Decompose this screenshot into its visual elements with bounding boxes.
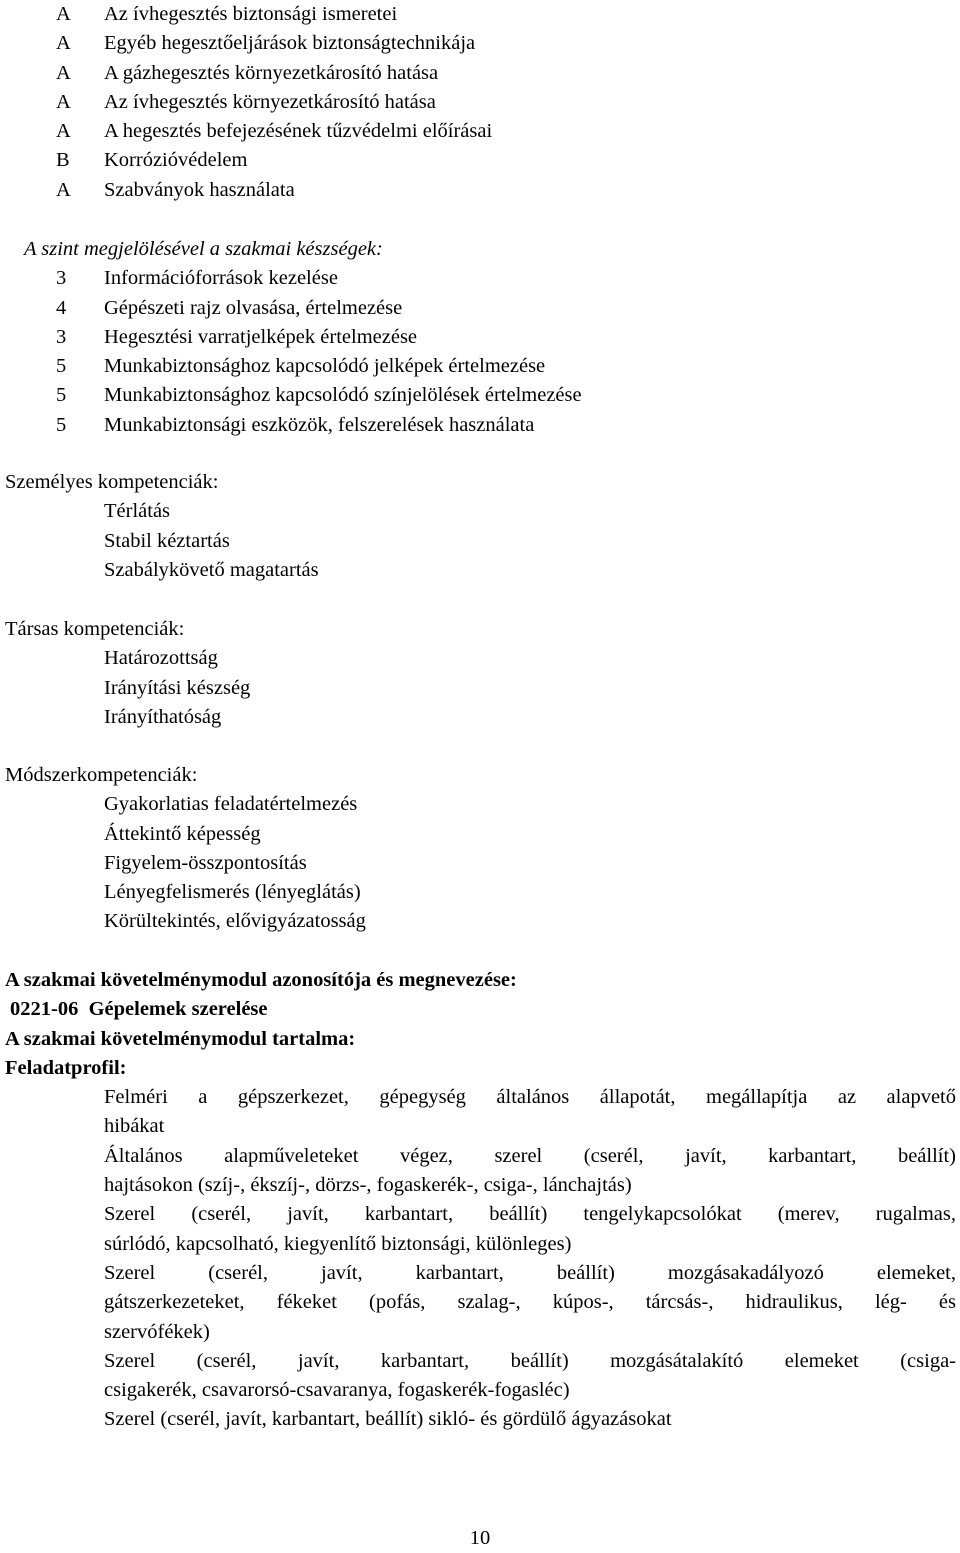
task-line bbox=[0, 1200, 960, 1229]
list-item bbox=[0, 790, 960, 819]
level-code: A bbox=[56, 32, 71, 55]
module-section bbox=[0, 966, 960, 1435]
task-profile-heading: Feladatprofil: bbox=[5, 1056, 127, 1079]
task-line bbox=[0, 1171, 960, 1200]
skills-heading: A szint megjelölésével a szakmai készségek: bbox=[24, 238, 383, 260]
level-code: 4 bbox=[56, 296, 67, 319]
level-code: A bbox=[56, 90, 71, 113]
list-item bbox=[0, 703, 960, 732]
list-item bbox=[0, 294, 960, 323]
task-text: szervófékek) bbox=[104, 1320, 210, 1343]
list-item bbox=[0, 146, 960, 175]
task-line bbox=[0, 1405, 960, 1434]
item-text: Stabil kéztartás bbox=[104, 529, 230, 552]
level-code: A bbox=[56, 3, 71, 25]
method-competences bbox=[0, 761, 960, 937]
item-text: Figyelem-összpontosítás bbox=[104, 851, 307, 874]
list-item bbox=[0, 820, 960, 849]
item-text: Munkabiztonsági eszközök, felszerelések használata bbox=[104, 413, 535, 436]
list-item bbox=[0, 878, 960, 907]
module-content-heading: A szakmai követelménymodul tartalma: bbox=[5, 1027, 356, 1050]
list-item bbox=[0, 497, 960, 526]
page-number: 10 bbox=[469, 1527, 491, 1549]
level-code: 5 bbox=[56, 413, 67, 436]
module-id-heading: A szakmai követelménymodul azonosítója és megnevezése: bbox=[5, 969, 517, 991]
list-item bbox=[0, 849, 960, 878]
item-text: Körültekintés, elővigyázatosság bbox=[104, 910, 366, 933]
item-text: Egyéb hegesztőeljárások biztonságtechnikája bbox=[104, 32, 476, 55]
task-text: Szerel (cserél, javít, karbantart, beállít) mozgásátalakító elemeket (csiga- bbox=[104, 1349, 956, 1372]
list-item bbox=[0, 59, 960, 88]
task-line bbox=[0, 1142, 960, 1171]
item-text: Térlátás bbox=[104, 500, 171, 523]
module-id-value: 0221-06 Gépelemek szerelése bbox=[10, 998, 268, 1021]
item-text: Irányítási készség bbox=[104, 676, 251, 699]
list-item bbox=[0, 323, 960, 352]
list-item bbox=[0, 527, 960, 556]
list-item bbox=[0, 264, 960, 293]
list-item bbox=[0, 556, 960, 585]
list-item bbox=[0, 411, 960, 440]
task-line bbox=[0, 1230, 960, 1259]
level-code: 3 bbox=[56, 325, 67, 348]
item-text: Munkabiztonsághoz kapcsolódó színjelölések értelmezése bbox=[104, 384, 582, 407]
item-text: Munkabiztonsághoz kapcsolódó jelképek értelmezése bbox=[104, 355, 546, 378]
task-line bbox=[0, 1347, 960, 1376]
personal-competences bbox=[0, 468, 960, 585]
level-code: 5 bbox=[56, 355, 67, 378]
section-heading-row bbox=[0, 235, 960, 264]
task-text: Szerel (cserél, javít, karbantart, beállít) mozgásakadályozó elemeket, bbox=[104, 1261, 956, 1284]
item-text: Gépészeti rajz olvasása, értelmezése bbox=[104, 296, 403, 319]
task-line bbox=[0, 1376, 960, 1405]
personal-heading: Személyes kompetenciák: bbox=[5, 471, 219, 493]
social-competences bbox=[0, 615, 960, 732]
level-code: B bbox=[56, 149, 70, 172]
level-code: A bbox=[56, 61, 71, 84]
item-text: Korrózióvédelem bbox=[104, 149, 248, 172]
list-item bbox=[0, 644, 960, 673]
item-text: Szabványok használata bbox=[104, 178, 295, 201]
list-item bbox=[0, 117, 960, 146]
task-text: hajtásokon (szíj-, ékszíj-, dörzs-, fogaskerék-, csiga-, lánchajtás) bbox=[104, 1174, 632, 1197]
social-heading: Társas kompetenciák: bbox=[5, 618, 185, 640]
task-line bbox=[0, 1112, 960, 1141]
item-text: A gázhegesztés környezetkárosító hatása bbox=[104, 61, 439, 84]
level-code: 3 bbox=[56, 267, 67, 290]
task-text: súrlódó, kapcsolható, kiegyenlítő biztonsági, különleges) bbox=[104, 1232, 572, 1255]
level-code: A bbox=[56, 178, 71, 201]
list-item bbox=[0, 0, 960, 29]
list-item bbox=[0, 176, 960, 205]
item-text: A hegesztés befejezésének tűzvédelmi előírásai bbox=[104, 120, 493, 143]
task-text: gátszerkezeteket, fékeket (pofás, szalag-, kúpos-, tárcsás-, hidraulikus, lég- és bbox=[104, 1291, 956, 1314]
task-text: Szerel (cserél, javít, karbantart, beállít) tengelykapcsolókat (merev, rugalmas, bbox=[104, 1203, 956, 1226]
item-text: Információforrások kezelése bbox=[104, 267, 338, 290]
task-line bbox=[0, 1318, 960, 1347]
task-text: Szerel (cserél, javít, karbantart, beállít) sikló- és gördülő ágyazásokat bbox=[104, 1408, 672, 1431]
item-text: Az ívhegesztés biztonsági ismeretei bbox=[104, 3, 398, 25]
list-item bbox=[0, 29, 960, 58]
task-line bbox=[0, 1288, 960, 1317]
task-text: Felméri a gépszerkezet, gépegység általános állapotát, megállapítja az alapvető bbox=[104, 1086, 956, 1109]
list-item bbox=[0, 907, 960, 936]
list-item bbox=[0, 352, 960, 381]
item-text: Irányíthatóság bbox=[104, 705, 222, 728]
item-text: Határozottság bbox=[104, 647, 218, 670]
task-line bbox=[0, 1083, 960, 1112]
task-text: hibákat bbox=[104, 1115, 165, 1138]
level-code: 5 bbox=[56, 384, 67, 407]
item-text: Áttekintő képesség bbox=[104, 822, 261, 845]
method-heading: Módszerkompetenciák: bbox=[5, 764, 198, 786]
level-code: A bbox=[56, 120, 71, 143]
task-text: Általános alapműveleteket végez, szerel (cserél, javít, karbantart, beállít) bbox=[104, 1144, 956, 1167]
list-item bbox=[0, 88, 960, 117]
task-text: csigakerék, csavarorsó-csavaranya, fogaskerék-fogasléc) bbox=[104, 1379, 570, 1402]
list-item bbox=[0, 674, 960, 703]
item-text: Hegesztési varratjelképek értelmezése bbox=[104, 325, 418, 348]
skills-section bbox=[0, 235, 960, 440]
item-text: Lényegfelismerés (lényeglátás) bbox=[104, 881, 361, 904]
item-text: Szabálykövető magatartás bbox=[104, 558, 319, 581]
knowledge-list bbox=[0, 0, 960, 205]
item-text: Gyakorlatias feladatértelmezés bbox=[104, 793, 358, 816]
task-line bbox=[0, 1259, 960, 1288]
list-item bbox=[0, 381, 960, 410]
item-text: Az ívhegesztés környezetkárosító hatása bbox=[104, 90, 436, 113]
